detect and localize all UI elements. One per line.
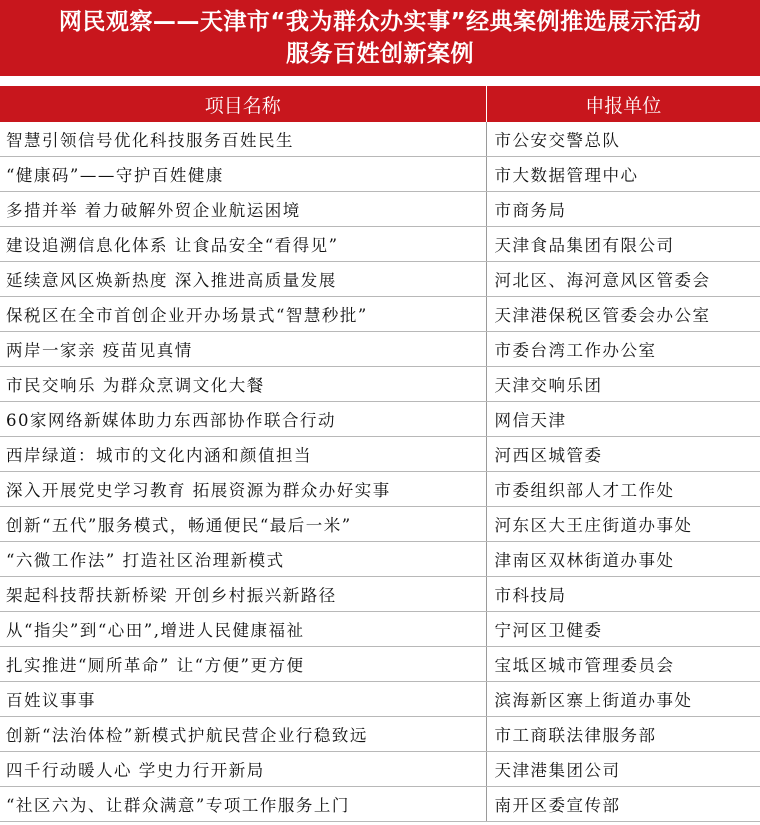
column-header-applicant-unit: 申报单位	[486, 86, 760, 122]
table-row	[0, 647, 760, 682]
applicant-unit-cell: 南开区委宣传部	[486, 787, 760, 822]
applicant-unit-cell: 市商务局	[486, 192, 760, 227]
title-line-2: 服务百姓创新案例	[286, 41, 474, 67]
project-name-cell: 建设追溯信息化体系 让食品安全“看得见”	[0, 227, 486, 262]
project-name-cell: 从“指尖”到“心田”,增进人民健康福祉	[0, 612, 486, 647]
table-row	[0, 787, 760, 822]
applicant-unit-cell: 市工商联法律服务部	[486, 717, 760, 752]
project-name-cell: 架起科技帮扶新桥梁 开创乡村振兴新路径	[0, 577, 486, 612]
project-name-cell: “六微工作法” 打造社区治理新模式	[0, 542, 486, 577]
table-row	[0, 682, 760, 717]
applicant-unit-cell: 天津食品集团有限公司	[486, 227, 760, 262]
project-name-cell: “健康码”——守护百姓健康	[0, 157, 486, 192]
table-row	[0, 472, 760, 507]
table-row	[0, 297, 760, 332]
column-header-project-name: 项目名称	[0, 86, 486, 122]
project-name-cell: 西岸绿道：城市的文化内涵和颜值担当	[0, 437, 486, 472]
applicant-unit-cell: 滨海新区寨上街道办事处	[486, 682, 760, 717]
applicant-unit-cell: 宝坻区城市管理委员会	[486, 647, 760, 682]
applicant-unit-cell: 天津港集团公司	[486, 752, 760, 787]
page-title	[0, 0, 760, 76]
project-name-cell: 延续意风区焕新热度 深入推进高质量发展	[0, 262, 486, 297]
table-row	[0, 227, 760, 262]
applicant-unit-cell: 津南区双林街道办事处	[486, 542, 760, 577]
title-gap	[0, 76, 760, 86]
project-name-cell: 两岸一家亲 疫苗见真情	[0, 332, 486, 367]
applicant-unit-cell: 网信天津	[486, 402, 760, 437]
project-name-cell: 创新“五代”服务模式，畅通便民“最后一米”	[0, 507, 486, 542]
applicant-unit-cell: 河北区、海河意风区管委会	[486, 262, 760, 297]
table-row	[0, 262, 760, 297]
applicant-unit-cell: 市科技局	[486, 577, 760, 612]
table-row	[0, 192, 760, 227]
table-row	[0, 122, 760, 157]
table-row	[0, 332, 760, 367]
applicant-unit-cell: 宁河区卫健委	[486, 612, 760, 647]
applicant-unit-cell: 市公安交警总队	[486, 122, 760, 157]
project-name-cell: 60家网络新媒体助力东西部协作联合行动	[0, 402, 486, 437]
title-line-1: 网民观察——天津市“我为群众办实事”经典案例推选展示活动	[58, 9, 702, 35]
project-name-cell: 创新“法治体检”新模式护航民营企业行稳致远	[0, 717, 486, 752]
applicant-unit-cell: 市委台湾工作办公室	[486, 332, 760, 367]
table-row	[0, 612, 760, 647]
applicant-unit-cell: 市委组织部人才工作处	[486, 472, 760, 507]
project-name-cell: 多措并举 着力破解外贸企业航运困境	[0, 192, 486, 227]
table-body	[0, 122, 760, 822]
table-row	[0, 157, 760, 192]
applicant-unit-cell: 河西区城管委	[486, 437, 760, 472]
project-name-cell: 智慧引领信号优化科技服务百姓民生	[0, 122, 486, 157]
table-row	[0, 437, 760, 472]
applicant-unit-cell: 市大数据管理中心	[486, 157, 760, 192]
project-name-cell: 深入开展党史学习教育 拓展资源为群众办好实事	[0, 472, 486, 507]
table-row	[0, 367, 760, 402]
applicant-unit-cell: 天津交响乐团	[486, 367, 760, 402]
table-row	[0, 507, 760, 542]
applicant-unit-cell: 河东区大王庄街道办事处	[486, 507, 760, 542]
project-name-cell: 四千行动暖人心 学史力行开新局	[0, 752, 486, 787]
project-name-cell: 市民交响乐 为群众烹调文化大餐	[0, 367, 486, 402]
project-name-cell: 保税区在全市首创企业开办场景式“智慧秒批”	[0, 297, 486, 332]
table-row	[0, 752, 760, 787]
table-row	[0, 717, 760, 752]
table-row	[0, 402, 760, 437]
project-name-cell: 百姓议事事	[0, 682, 486, 717]
project-name-cell: 扎实推进“厕所革命” 让“方便”更方便	[0, 647, 486, 682]
applicant-unit-cell: 天津港保税区管委会办公室	[486, 297, 760, 332]
case-table	[0, 86, 760, 822]
table-header	[0, 86, 760, 122]
project-name-cell: “社区六为、让群众满意”专项工作服务上门	[0, 787, 486, 822]
table-row	[0, 542, 760, 577]
table-row	[0, 577, 760, 612]
